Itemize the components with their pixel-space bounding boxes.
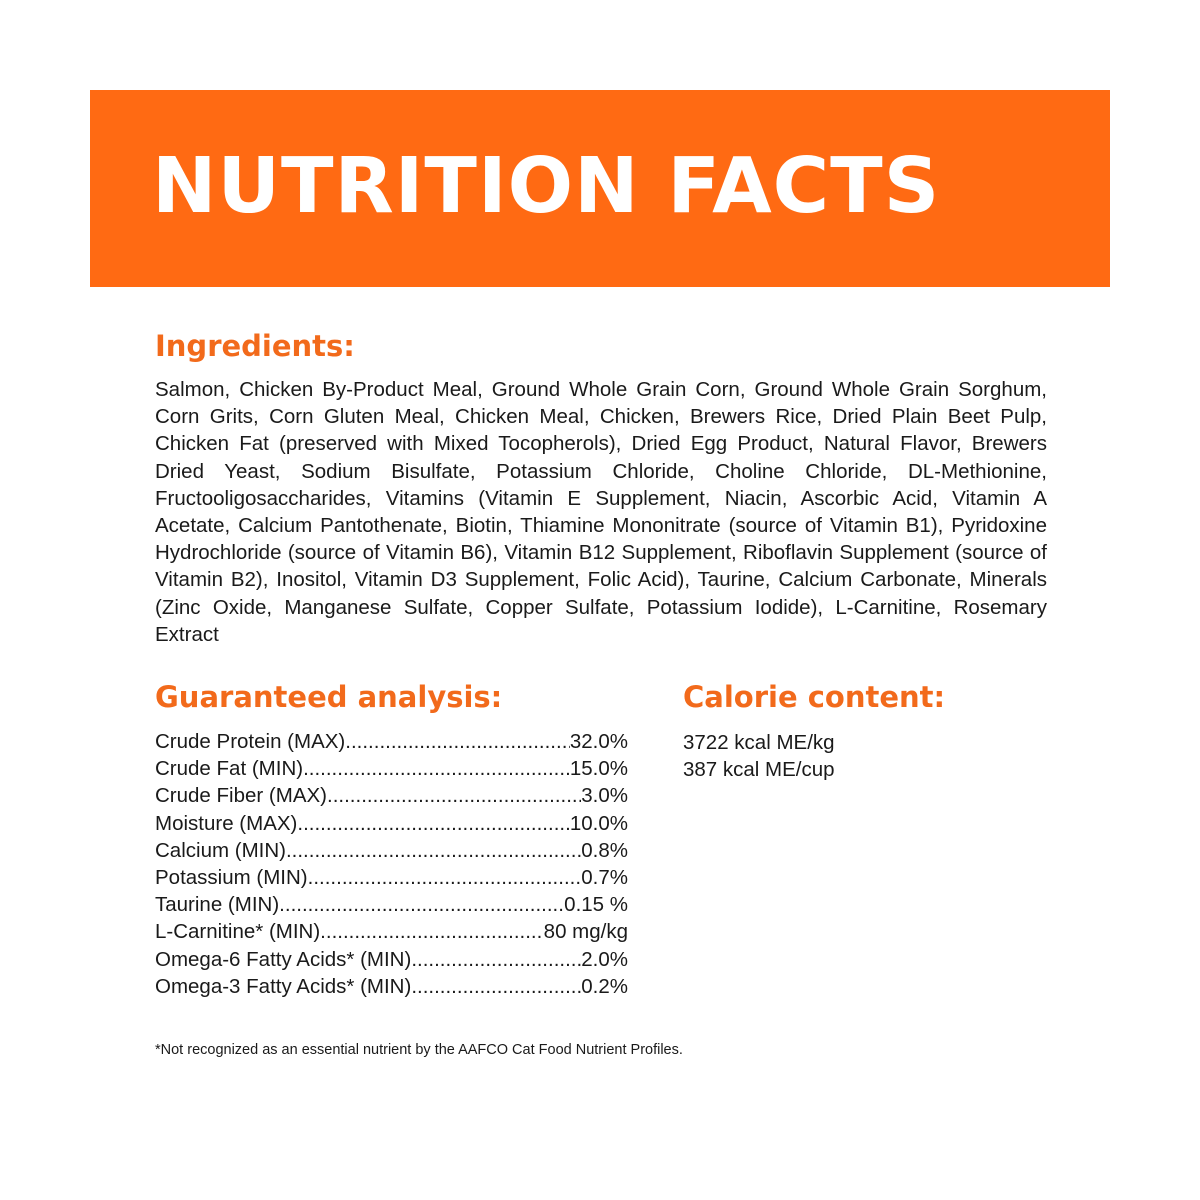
analysis-row <box>155 973 628 1000</box>
dot-leader <box>308 864 582 891</box>
analysis-value: 3.0% <box>581 784 628 808</box>
dot-leader <box>286 837 581 864</box>
ingredients-text: Salmon, Chicken By-Product Meal, Ground Whole Grain Corn, Ground Whole Grain Sorghum, Corn Grits, Corn Gluten Meal, Chicken Meal, Chicken, Brewers Rice, Dried Plain Beet Pulp, Chicken Fat (preserved with Mixed Tocopherols), Dried Egg Product, Natural Flavor, Brewers Dried Yeast, Sodium Bisulfate, Potassium Chloride, Choline Chloride, DL-Methionine, Fructooligosaccharides, Vitamins (Vitamin E Supplement, Niacin, Ascorbic Acid, Vitamin A Acetate, Calcium Pantothenate, Biotin, Thiamine Mononitrate (source of Vitamin B1), Pyridoxine Hydrochloride (source of Vitamin B6), Vitamin B12 Supplement, Riboflavin Supplement (source of Vitamin B2), Inositol, Vitamin D3 Supplement, Folic Acid), Taurine, Calcium Carbonate, Minerals (Zinc Oxide, Manganese Sulfate, Copper Sulfate, Potassium Iodide), L-Carnitine, Rosemary Extract <box>155 378 1047 646</box>
analysis-value: 32.0% <box>569 730 628 753</box>
footnote: *Not recognized as an essential nutrient by the AAFCO Cat Food Nutrient Profiles. <box>155 1042 683 1058</box>
dot-leader <box>345 728 570 755</box>
calorie-content-heading: Calorie content: <box>683 680 946 714</box>
dot-leader <box>411 946 581 973</box>
analysis-value: 0.7% <box>581 865 628 889</box>
analysis-label: Crude Fiber (MAX) <box>155 784 328 808</box>
page-title: NUTRITION FACTS <box>152 142 941 231</box>
analysis-row <box>155 891 628 918</box>
calorie-item: 387 kcal ME/cup <box>683 758 835 782</box>
analysis-row <box>155 782 628 809</box>
analysis-label: Crude Protein (MAX) <box>155 730 346 753</box>
analysis-value: 0.8% <box>581 838 628 862</box>
dot-leader <box>327 782 581 809</box>
analysis-row <box>155 946 628 973</box>
dot-leader <box>303 755 570 782</box>
analysis-row <box>155 728 628 755</box>
analysis-label: L-Carnitine* (MIN) <box>155 920 321 944</box>
analysis-label: Moisture (MAX) <box>155 811 298 835</box>
analysis-label: Omega-6 Fatty Acids* (MIN) <box>155 947 412 971</box>
analysis-label: Calcium (MIN) <box>155 838 286 862</box>
ingredients-heading: Ingredients: <box>155 329 355 363</box>
title-banner <box>90 90 1110 287</box>
analysis-row <box>155 810 628 837</box>
analysis-value: 80 mg/kg <box>543 920 628 944</box>
calorie-content-list <box>683 729 835 783</box>
analysis-row <box>155 918 628 945</box>
analysis-label: Taurine (MIN) <box>155 893 280 917</box>
analysis-label: Crude Fat (MIN) <box>155 757 304 781</box>
dot-leader <box>279 891 564 918</box>
dot-leader <box>297 810 569 837</box>
analysis-value: 15.0% <box>569 757 628 781</box>
analysis-row <box>155 837 628 864</box>
analysis-row <box>155 755 628 782</box>
analysis-row <box>155 864 628 891</box>
dot-leader <box>320 918 544 945</box>
analysis-value: 10.0% <box>569 811 628 835</box>
analysis-value: 0.2% <box>581 974 628 998</box>
calorie-item: 3722 kcal ME/kg <box>683 731 835 754</box>
analysis-value: 0.15 % <box>564 893 628 917</box>
analysis-label: Potassium (MIN) <box>155 865 308 889</box>
analysis-value: 2.0% <box>581 947 628 971</box>
analysis-label: Omega-3 Fatty Acids* (MIN) <box>155 974 412 998</box>
guaranteed-analysis-heading: Guaranteed analysis: <box>155 680 503 714</box>
dot-leader <box>411 973 581 1000</box>
guaranteed-analysis-list <box>155 728 628 1000</box>
